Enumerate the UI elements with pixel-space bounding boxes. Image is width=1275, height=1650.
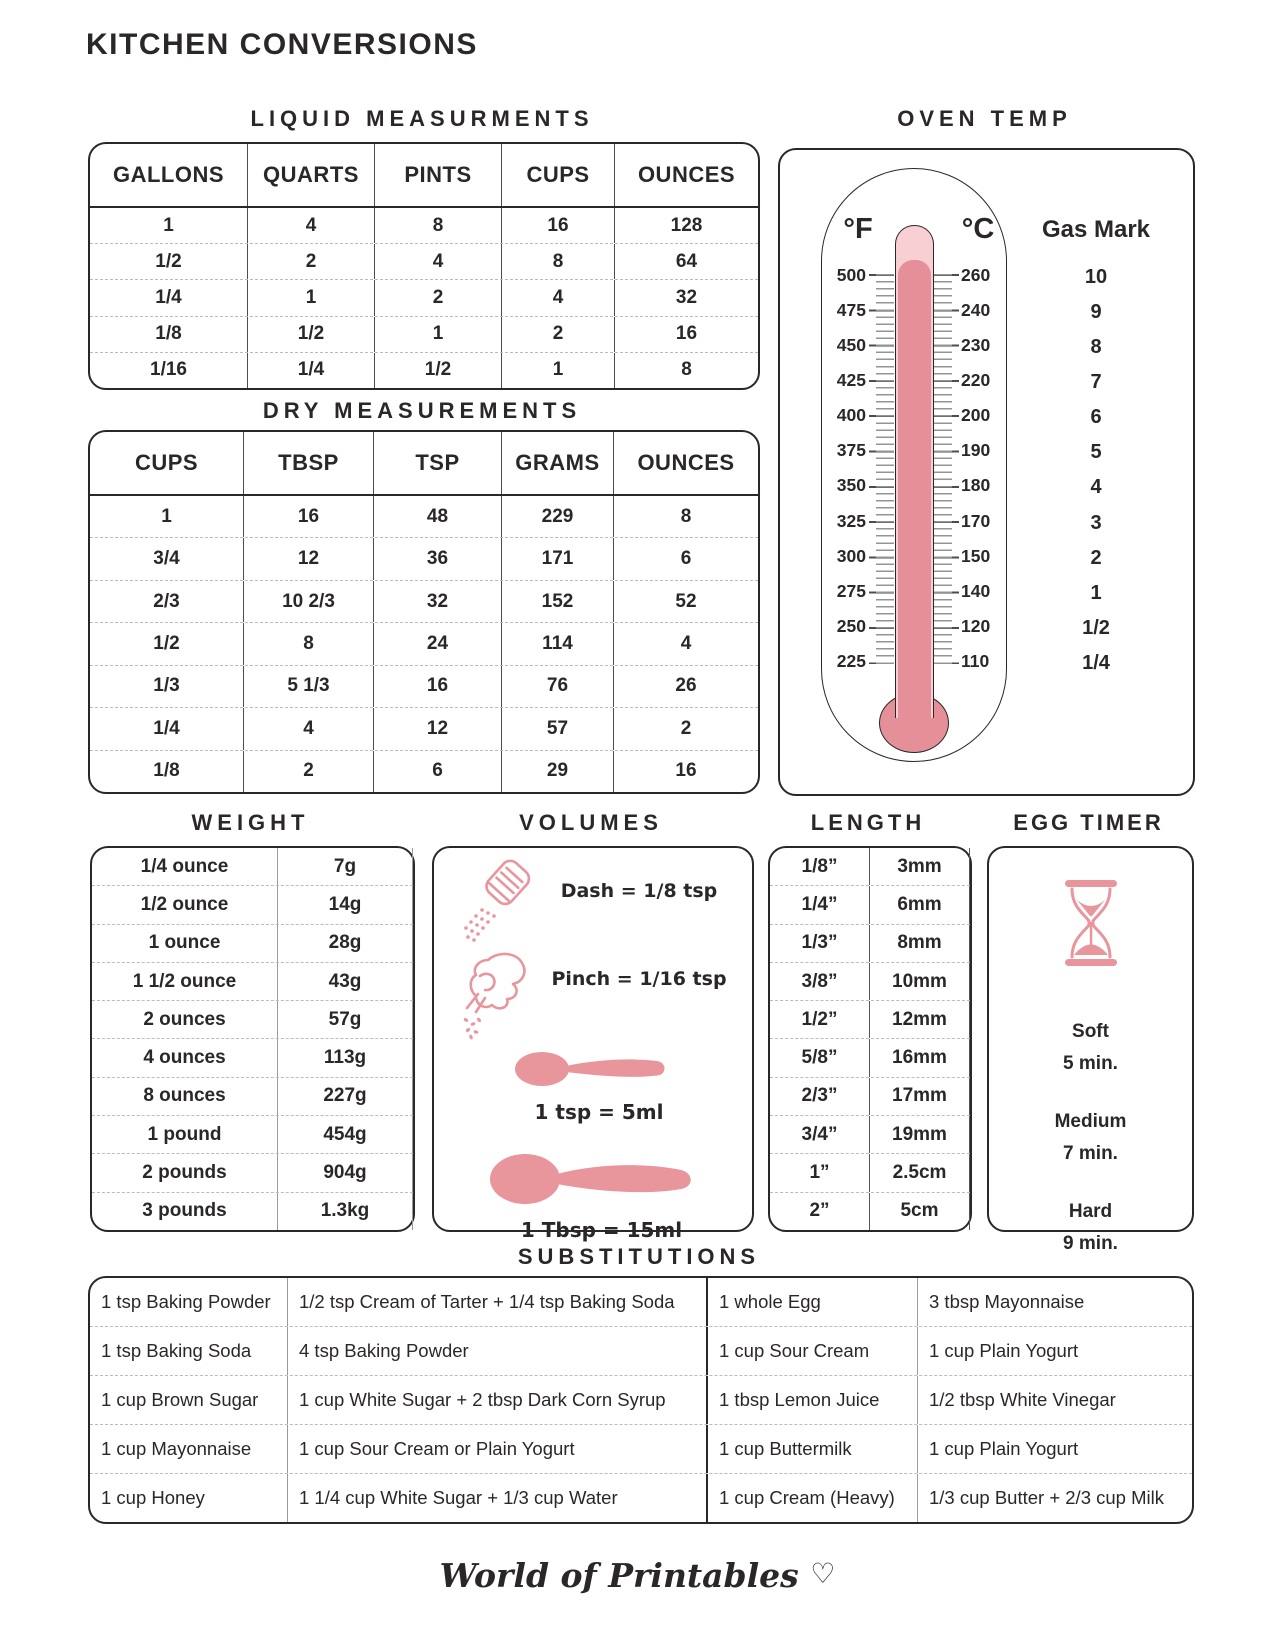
cell: 1 cup Sour Cream (708, 1327, 918, 1375)
cell: 4 (375, 244, 502, 279)
cell: 1/4” (770, 886, 870, 923)
cell: 3 pounds (92, 1193, 278, 1230)
cell: 904g (278, 1154, 413, 1191)
thermometer-mercury (898, 260, 931, 718)
scale-value: 500 (836, 265, 866, 285)
cell: 2 (248, 244, 375, 279)
cell: 2/3” (770, 1078, 870, 1115)
weight-title: WEIGHT (191, 810, 310, 835)
cell: 57 (502, 708, 614, 749)
time-label: 5 min. (1063, 1053, 1118, 1074)
cell: 113g (278, 1039, 413, 1076)
cell: 2 (680, 717, 692, 739)
table-row (770, 1077, 970, 1115)
table-row (92, 1077, 413, 1115)
cell: 2 pounds (92, 1154, 278, 1191)
cell: 229 (502, 496, 614, 537)
cell: 3 tbsp Mayonnaise (929, 1291, 1085, 1312)
cell: 36 (374, 538, 502, 579)
column-header: OUNCES (637, 450, 735, 475)
celsius-scale (961, 264, 1007, 672)
table-row (92, 1038, 413, 1076)
cell: 10mm (870, 963, 970, 1000)
cell: 1 cup Sour Cream or Plain Yogurt (288, 1425, 708, 1473)
cell: 8 (244, 623, 374, 664)
cell: 2/3 (90, 581, 244, 622)
cell: 1 tbsp Lemon Juice (708, 1376, 918, 1424)
thermometer-minor-ticks-right (934, 274, 952, 664)
table-row (92, 1115, 413, 1153)
scale-value: 375 (836, 440, 866, 461)
cell: 6 (680, 548, 692, 570)
thermometer-minor-ticks-left (876, 274, 894, 664)
scale-value: 275 (836, 580, 866, 601)
table-row (90, 1473, 1192, 1522)
cell: 4 (502, 280, 615, 315)
scale-value: 8 (1090, 336, 1102, 359)
cell: 4 (680, 632, 692, 654)
cell: 1/2 (375, 353, 502, 388)
cell: 3/8” (770, 963, 870, 1000)
gas-mark-label: Gas Mark (1041, 216, 1151, 243)
scale-value: 9 (1090, 301, 1102, 324)
scale-value: 300 (836, 545, 866, 566)
cell: 5/8” (770, 1039, 870, 1076)
table-row (90, 1326, 1192, 1375)
brand-name: World of Printables (439, 1556, 799, 1595)
column-header: OUNCES (637, 162, 736, 187)
thermometer-icon (821, 168, 1007, 762)
cell: 2 ounces (92, 1001, 278, 1038)
cell: 28g (278, 925, 413, 962)
egg-timer-entry (989, 1016, 1192, 1080)
table-row (770, 1000, 970, 1038)
celsius-label: °C (961, 213, 995, 245)
cell: 3/4 (90, 538, 244, 579)
cell: 12 (374, 708, 502, 749)
table-row (92, 962, 413, 1000)
scale-value: 120 (961, 615, 991, 636)
cell: 1/2 ounce (92, 886, 278, 923)
cell: 1” (770, 1154, 870, 1191)
tablespoon-equivalence-label: 1 Tbsp = 15ml (520, 1218, 683, 1242)
table-row (90, 1424, 1192, 1473)
cell: 4 ounces (92, 1039, 278, 1076)
cell: 48 (374, 496, 502, 537)
cell: 2 (502, 317, 615, 352)
scale-value: 1/2 (1082, 616, 1110, 639)
cell: 152 (502, 581, 614, 622)
cell: 17mm (870, 1078, 970, 1115)
cell: 16 (675, 323, 698, 345)
table-row (92, 1153, 413, 1191)
scale-value: 225 (836, 650, 866, 671)
scale-value: 250 (836, 615, 866, 636)
column-header: CUPS (502, 144, 615, 206)
scale-value: 7 (1090, 371, 1102, 394)
table-row (770, 924, 970, 962)
cell: 1 cup Buttermilk (708, 1425, 918, 1473)
cell: 1 (90, 496, 244, 537)
scale-value: 6 (1090, 406, 1102, 429)
scale-value: 140 (961, 580, 991, 601)
table-header-row (90, 432, 758, 496)
cell: 1/8 (90, 751, 244, 792)
cell: 64 (675, 250, 698, 272)
scale-value: 1/4 (1082, 651, 1110, 674)
scale-value: 200 (961, 405, 991, 426)
egg-timer-panel (987, 846, 1194, 1254)
volumes-title: VOLUMES (519, 810, 663, 835)
table-row (92, 848, 413, 885)
liquid-measurements-title: LIQUID MEASURMENTS (250, 106, 594, 131)
table-row (90, 665, 758, 707)
scale-value: 240 (961, 300, 991, 321)
cell: 14g (278, 886, 413, 923)
thermometer-neck (899, 689, 928, 739)
cell: 114 (502, 623, 614, 664)
substitutions-table (88, 1276, 1194, 1524)
cell: 8 (375, 208, 502, 243)
dash-equivalence-label: Dash = 1/8 tsp (560, 880, 718, 902)
table-row (90, 750, 758, 792)
cell: 16 (374, 666, 502, 707)
scale-value: 3 (1090, 511, 1102, 534)
weight-table (90, 846, 415, 1232)
cell: 1 pound (92, 1116, 278, 1153)
table-row (770, 885, 970, 923)
cell: 454g (278, 1116, 413, 1153)
cell: 1 ounce (92, 925, 278, 962)
cell: 227g (278, 1078, 413, 1115)
cell: 1 tsp Baking Soda (90, 1327, 288, 1375)
cell: 1/3” (770, 925, 870, 962)
scale-value: 4 (1090, 476, 1102, 499)
scale-value: 450 (836, 335, 866, 356)
cell: 1/2” (770, 1001, 870, 1038)
table-row (770, 1115, 970, 1153)
cell: 32 (374, 581, 502, 622)
scale-value: 10 (1084, 266, 1108, 288)
doneness-label: Soft (1072, 1021, 1109, 1042)
scale-value: 260 (961, 265, 991, 285)
table-row (92, 1000, 413, 1038)
table-row (770, 848, 970, 885)
cell: 1/8 (90, 317, 248, 352)
scale-value: 2 (1090, 546, 1102, 569)
cell: 1 tsp Baking Powder (90, 1278, 288, 1326)
teaspoon-equivalence-label: 1 tsp = 5ml (534, 1100, 664, 1124)
table-row (90, 707, 758, 749)
table-row (90, 279, 758, 315)
cell: 1 (502, 353, 615, 388)
table-row (90, 1278, 1192, 1326)
cell: 16 (502, 208, 615, 243)
cell: 1 (90, 208, 248, 243)
cell: 1/4 (90, 708, 244, 749)
hourglass-icon (1061, 880, 1121, 966)
doneness-label: Hard (1068, 1201, 1113, 1222)
column-header: TSP (374, 432, 502, 494)
cell: 1/3 cup Butter + 2/3 cup Milk (929, 1487, 1164, 1508)
time-label: 9 min. (1063, 1233, 1118, 1254)
cell: 4 (248, 208, 375, 243)
cell: 2 (244, 751, 374, 792)
cell: 1/2 tbsp White Vinegar (929, 1389, 1116, 1410)
oven-temp-title: OVEN TEMP (897, 106, 1072, 131)
table-header-row (90, 144, 758, 208)
dry-measurements-title: DRY MEASUREMENTS (262, 398, 582, 423)
scale-value: 180 (961, 475, 991, 496)
column-header: TBSP (244, 432, 374, 494)
doneness-label: Medium (1054, 1111, 1127, 1132)
time-label: 7 min. (1063, 1143, 1118, 1164)
cell: 1 cup Cream (Heavy) (708, 1474, 918, 1522)
tablespoon-icon (489, 1146, 707, 1210)
egg-timer-entry (989, 1106, 1192, 1170)
table-row (90, 316, 758, 352)
scale-value: 190 (961, 440, 991, 461)
column-header: QUARTS (248, 144, 375, 206)
egg-timer-title: EGG TIMER (1013, 810, 1164, 835)
cell: 19mm (870, 1116, 970, 1153)
table-row (770, 1038, 970, 1076)
cell: 1 cup Brown Sugar (90, 1376, 288, 1424)
table-row (90, 352, 758, 388)
cell: 5 1/3 (244, 666, 374, 707)
cell: 8 (502, 244, 615, 279)
dry-measurements-table (88, 430, 760, 794)
cell: 1 cup Honey (90, 1474, 288, 1522)
cell: 1/3 (90, 666, 244, 707)
cell: 1/4 ounce (92, 848, 278, 885)
cell: 7g (278, 848, 413, 885)
cell: 1 cup Mayonnaise (90, 1425, 288, 1473)
page-title: KITCHEN CONVERSIONS (86, 28, 478, 61)
cell: 1 1/4 cup White Sugar + 1/3 cup Water (288, 1474, 708, 1522)
table-row (770, 1153, 970, 1191)
scale-value: 150 (961, 545, 991, 566)
cell: 24 (374, 623, 502, 664)
volumes-panel (432, 846, 754, 1242)
scale-value: 350 (836, 475, 866, 496)
scale-value: 1 (1090, 581, 1102, 604)
pinch-equivalence-label: Pinch = 1/16 tsp (551, 968, 727, 990)
table-row (770, 962, 970, 1000)
table-row (770, 1192, 970, 1230)
cell: 1/2 (90, 623, 244, 664)
cell: 3/4” (770, 1116, 870, 1153)
cell: 1/8” (770, 848, 870, 885)
length-title: LENGTH (810, 810, 926, 835)
cell: 57g (278, 1001, 413, 1038)
cell: 4 (244, 708, 374, 749)
pinch-hand-icon (450, 946, 542, 1042)
table-row (90, 580, 758, 622)
table-row (90, 496, 758, 537)
scale-value: 5 (1090, 441, 1102, 464)
cell: 1 whole Egg (708, 1278, 918, 1326)
scale-value: 110 (961, 650, 990, 671)
cell: 12mm (870, 1001, 970, 1038)
cell: 1 (375, 317, 502, 352)
cell: 171 (502, 538, 614, 579)
cell: 12 (244, 538, 374, 579)
cell: 2” (770, 1193, 870, 1230)
cell: 76 (502, 666, 614, 707)
scale-value: 400 (836, 405, 866, 426)
cell: 16mm (870, 1039, 970, 1076)
table-row (90, 537, 758, 579)
liquid-measurements-table (88, 142, 760, 390)
fahrenheit-label: °F (843, 213, 873, 245)
cell: 43g (278, 963, 413, 1000)
table-row (90, 243, 758, 279)
cell: 1/2 tsp Cream of Tarter + 1/4 tsp Baking Soda (288, 1278, 708, 1326)
cell: 1 cup White Sugar + 2 tbsp Dark Corn Syrup (288, 1376, 708, 1424)
column-header: CUPS (90, 432, 244, 494)
cell: 128 (670, 214, 703, 236)
length-table (768, 846, 972, 1232)
teaspoon-icon (514, 1048, 679, 1090)
scale-value: 230 (961, 335, 991, 356)
cell: 32 (675, 287, 698, 308)
thermometer-tube (895, 225, 934, 718)
cell: 8mm (870, 925, 970, 962)
cell: 16 (675, 760, 697, 782)
cell: 1/4 (248, 353, 375, 388)
column-header: GALLONS (90, 144, 248, 206)
cell: 6 (374, 751, 502, 792)
cell: 2 (375, 280, 502, 315)
cell: 5cm (870, 1193, 970, 1230)
fahrenheit-scale (822, 264, 866, 672)
substitutions-title: SUBSTITUTIONS (517, 1244, 761, 1269)
cell: 1 cup Plain Yogurt (929, 1340, 1079, 1361)
table-row (92, 1192, 413, 1230)
cell: 1 1/2 ounce (92, 963, 278, 1000)
scale-value: 425 (836, 370, 866, 391)
cell: 1/4 (90, 280, 248, 315)
table-row (90, 1375, 1192, 1424)
cell: 16 (244, 496, 374, 537)
cell: 52 (675, 590, 697, 612)
cell: 2.5cm (870, 1154, 970, 1191)
cell: 26 (675, 675, 697, 697)
table-row (92, 885, 413, 923)
scale-value: 475 (836, 300, 866, 321)
oven-temp-panel (778, 148, 1195, 796)
table-row (90, 208, 758, 243)
cell: 10 2/3 (244, 581, 374, 622)
scale-value: 325 (836, 510, 866, 531)
column-header: PINTS (375, 144, 502, 206)
cell: 29 (502, 751, 614, 792)
scale-value: 170 (961, 510, 991, 531)
cell: 1 cup Plain Yogurt (929, 1438, 1079, 1459)
brand-logo (0, 1556, 1275, 1595)
gas-mark-scale (1020, 266, 1172, 674)
cell: 8 (681, 359, 692, 381)
cell: 8 (680, 505, 692, 527)
cell: 1 (248, 280, 375, 315)
cell: 1.3kg (278, 1193, 413, 1230)
column-header: GRAMS (502, 432, 614, 494)
table-row (92, 924, 413, 962)
table-row (90, 622, 758, 664)
cell: 1/2 (90, 244, 248, 279)
heart-icon: ♡ (810, 1557, 836, 1590)
cell: 3mm (870, 848, 970, 885)
cell: 8 ounces (92, 1078, 278, 1115)
cell: 1/2 (248, 317, 375, 352)
scale-value: 220 (961, 370, 991, 391)
cell: 1/16 (90, 353, 248, 388)
cell: 4 tsp Baking Powder (288, 1327, 708, 1375)
salt-shaker-icon (454, 858, 540, 950)
cell: 6mm (870, 886, 970, 923)
